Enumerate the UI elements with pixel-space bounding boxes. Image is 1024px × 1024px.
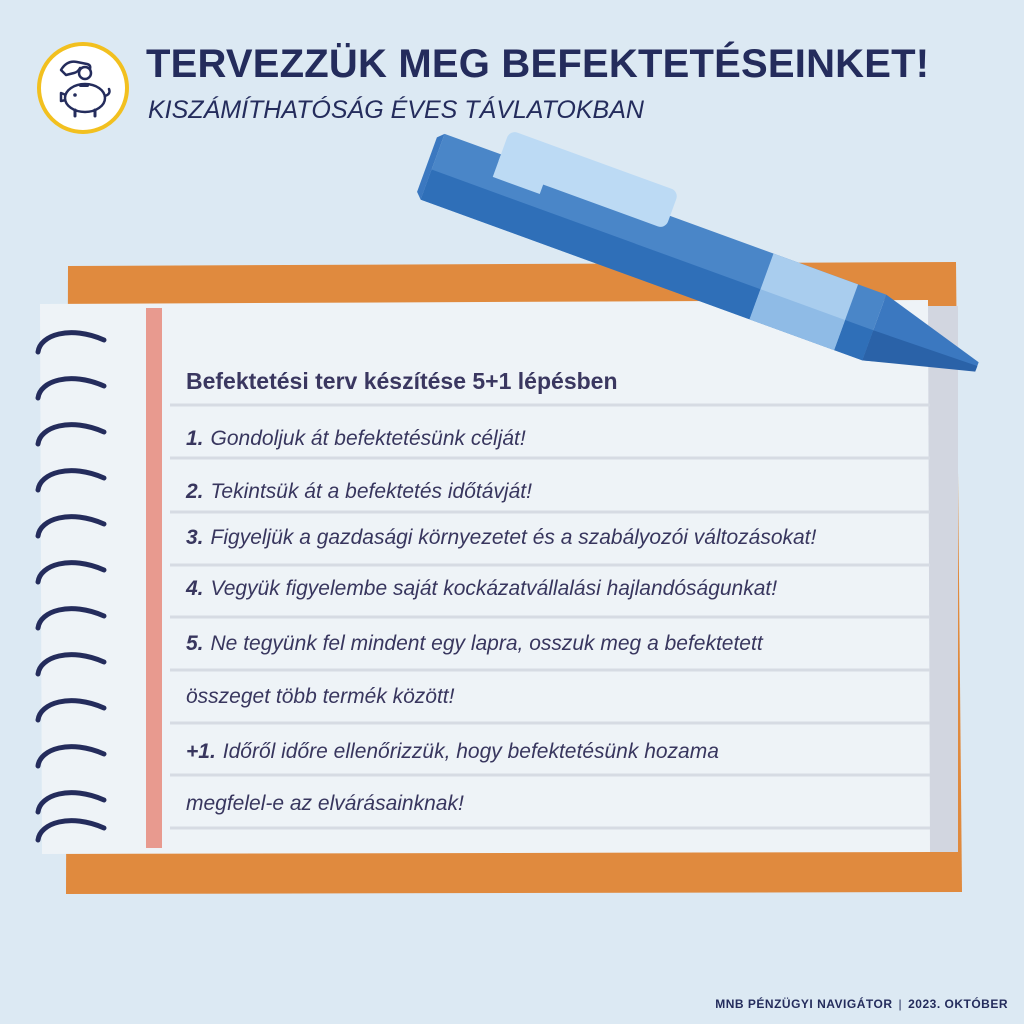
step-text: Vegyük figyelembe saját kockázatvállalási hajlandóságunkat! bbox=[210, 577, 778, 600]
step-plus-1 bbox=[186, 740, 719, 764]
step-text: Ne tegyünk fel mindent egy lapra, osszuk meg a befektetett bbox=[210, 632, 763, 655]
step-3 bbox=[186, 526, 816, 550]
step-4 bbox=[186, 577, 777, 601]
step-number: 3. bbox=[186, 526, 204, 549]
step-text: Gondoljuk át befektetésünk célját! bbox=[210, 427, 526, 450]
step-5-continued bbox=[186, 685, 454, 709]
step-text: összeget több termék között! bbox=[186, 685, 455, 708]
step-text: Időről időre ellenőrizzük, hogy befektetésünk hozama bbox=[222, 740, 719, 763]
page-title: TERVEZZÜK MEG BEFEKTETÉSEINKET! bbox=[146, 42, 930, 86]
step-number: 4. bbox=[186, 577, 204, 600]
step-text: Figyeljük a gazdasági környezetet és a szabályozói változásokat! bbox=[210, 526, 817, 549]
step-text: Tekintsük át a befektetés időtávját! bbox=[210, 480, 532, 503]
footer-date: 2023. OKTÓBER bbox=[908, 997, 1008, 1011]
note-heading: Befektetési terv készítése 5+1 lépésben bbox=[186, 368, 618, 394]
step-number: 1. bbox=[186, 427, 204, 450]
page-subtitle: KISZÁMÍTHATÓSÁG ÉVES TÁVLATOKBAN bbox=[148, 96, 644, 124]
step-plus-1-continued bbox=[186, 792, 464, 816]
step-number: 2. bbox=[186, 480, 204, 503]
step-1 bbox=[186, 427, 526, 451]
step-number: 5. bbox=[186, 632, 204, 655]
footer-separator: | bbox=[898, 997, 903, 1011]
step-number: +1. bbox=[186, 740, 216, 763]
footer-brand: MNB PÉNZÜGYI NAVIGÁTOR bbox=[715, 997, 893, 1011]
step-2 bbox=[186, 480, 532, 504]
step-5 bbox=[186, 632, 763, 656]
margin-line bbox=[146, 308, 162, 848]
step-text: megfelel-e az elvárásainknak! bbox=[186, 792, 464, 815]
footer bbox=[715, 997, 1008, 1011]
